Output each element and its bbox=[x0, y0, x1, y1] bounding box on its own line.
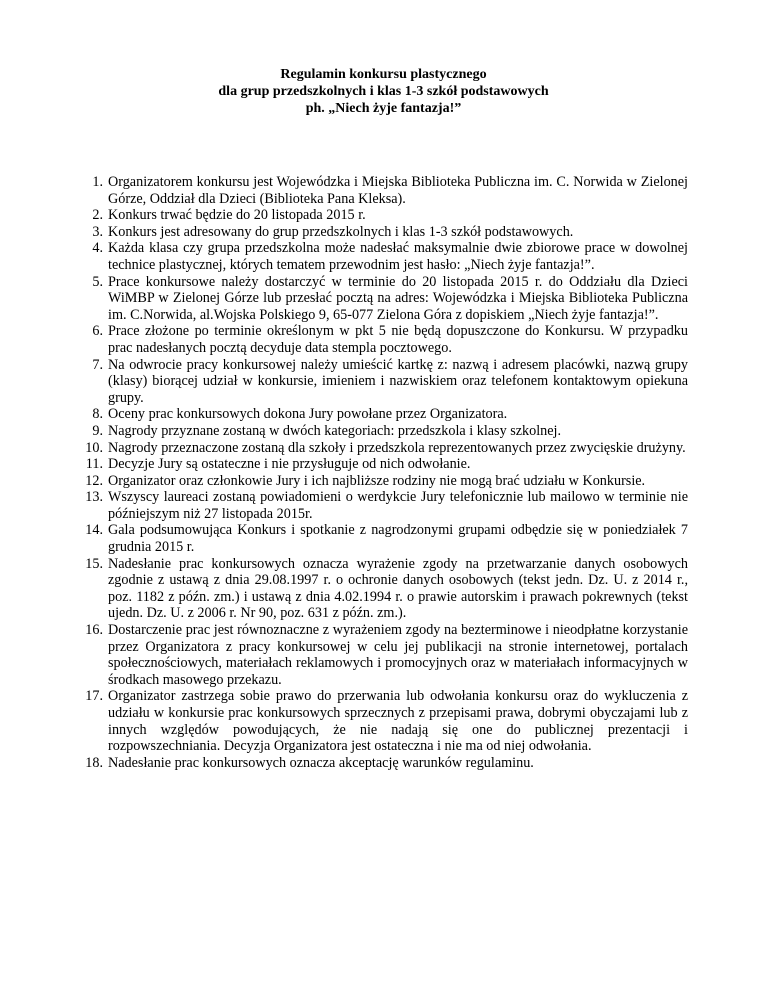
rule-text: Nadesłanie prac konkursowych oznacza wyrażenie zgody na przetwarzanie danych osobowych zgodnie z ustawą z dnia 29.08.1997 r. o ochronie danych osobowych (tekst jedn. Dz. U. z 2014 r., poz. 1182 z późn. zm.) i ustawą z dnia 4.02.1994 r. o prawie autorskim i prawach pokrewnych (tekst ujedn. Dz. U. z 2006 r. Nr 90, poz. 631 z późn. zm.). bbox=[108, 555, 688, 622]
rule-text: Gala podsumowująca Konkurs i spotkanie z nagrodzonymi grupami odbędzie się w poniedziałek 7 grudnia 2015 r. bbox=[108, 522, 688, 556]
rules-list bbox=[85, 174, 688, 771]
rule-item bbox=[85, 755, 688, 772]
title-line-1: Regulamin konkursu plastycznego bbox=[280, 67, 487, 82]
title-line-2: dla grup przedszkolnych i klas 1-3 szkół podstawowych bbox=[218, 84, 549, 99]
rule-item bbox=[85, 323, 688, 356]
rule-number: 16. bbox=[85, 622, 103, 639]
rule-text: Dostarczenie prac jest równoznaczne z wyrażeniem zgody na bezterminowe i nieodpłatne korzystanie przez Organizatora z pracy konkursowej w celu jej publikacji na stronie internetowej, portalach społecznościowych, materiałach reklamowych i promocyjnych oraz w materiałach informacyjnych w środkach masowego przekazu. bbox=[108, 622, 688, 688]
rule-text: Każda klasa czy grupa przedszkolna może nadesłać maksymalnie dwie zbiorowe prace w dowolnej technice plastycznej, których tematem przewodnim jest hasło: „Niech żyje fantazja!”. bbox=[108, 240, 688, 273]
rule-item bbox=[85, 207, 688, 224]
rule-number: 6. bbox=[92, 323, 103, 340]
rule-item bbox=[85, 522, 688, 555]
rule-item bbox=[85, 473, 688, 490]
rule-number: 18. bbox=[85, 754, 103, 771]
rule-number: 3. bbox=[92, 223, 103, 240]
rule-number: 11. bbox=[85, 456, 103, 473]
rule-number: 10. bbox=[85, 439, 103, 456]
rule-item bbox=[85, 406, 688, 423]
rule-number: 13. bbox=[85, 489, 103, 506]
rule-text: Oceny prac konkursowych dokona Jury powołane przez Organizatora. bbox=[108, 406, 508, 423]
rule-number: 9. bbox=[92, 422, 103, 439]
rule-item bbox=[85, 357, 688, 407]
rule-item bbox=[85, 274, 688, 324]
rule-text: Organizatorem konkursu jest Wojewódzka i Miejska Biblioteka Publiczna im. C. Norwida w Zielonej Górze, Oddział dla Dzieci (Biblioteka Pana Kleksa). bbox=[108, 174, 688, 207]
rule-number: 14. bbox=[85, 522, 103, 539]
rule-number: 12. bbox=[85, 472, 103, 489]
rule-number: 2. bbox=[92, 207, 103, 224]
rule-item bbox=[85, 622, 688, 688]
rule-number: 5. bbox=[92, 273, 103, 290]
rule-item bbox=[85, 224, 688, 241]
rule-item bbox=[85, 423, 688, 440]
rule-number: 17. bbox=[85, 688, 103, 705]
rule-item bbox=[85, 440, 688, 457]
rule-text: Konkurs trwać będzie do 20 listopada 2015 r. bbox=[108, 207, 366, 224]
rule-item bbox=[85, 240, 688, 273]
rule-text: Wszyscy laureaci zostaną powiadomieni o werdykcie Jury telefonicznie lub mailowo w terminie nie późniejszym niż 27 listopada 2015r. bbox=[108, 489, 688, 522]
rule-text: Nagrody przyznane zostaną w dwóch kategoriach: przedszkola i klasy szkolnej. bbox=[108, 422, 562, 439]
title-line-3: ph. „Niech żyje fantazja!” bbox=[305, 101, 462, 116]
rule-text: Organizator oraz członkowie Jury i ich najbliższe rodziny nie mogą brać udziału w Konkursie. bbox=[108, 472, 646, 489]
rule-item bbox=[85, 556, 688, 622]
rule-text: Konkurs jest adresowany do grup przedszkolnych i klas 1-3 szkół podstawowych. bbox=[108, 223, 574, 240]
rule-item bbox=[85, 489, 688, 522]
rule-number: 8. bbox=[92, 406, 103, 423]
rule-text: Na odwrocie pracy konkursowej należy umieścić kartkę z: nazwą i adresem placówki, nazwą grupy (klasy) biorącej udział w konkursie, imieniem i nazwiskiem oraz telefonem kontaktowym opiekuna grupy. bbox=[108, 356, 688, 406]
rule-number: 7. bbox=[92, 356, 103, 373]
rule-text: Prace konkursowe należy dostarczyć w terminie do 20 listopada 2015 r. do Oddziału dla Dzieci WiMBP w Zielonej Górze lub przesłać pocztą na adres: Wojewódzka i Miejska Biblioteka Publiczna im. C.Norwida, al.Wojska Polskiego 9, 65-077 Zielona Góra z dopiskiem „Niech żyje fantazja!”. bbox=[108, 273, 688, 323]
rule-item bbox=[85, 456, 688, 473]
rule-item bbox=[85, 174, 688, 207]
rule-text: Nadesłanie prac konkursowych oznacza akceptację warunków regulaminu. bbox=[108, 754, 534, 771]
rule-number: 4. bbox=[92, 240, 103, 257]
rule-text: Prace złożone po terminie określonym w pkt 5 nie będą dopuszczone do Konkursu. W przypadku prac nadesłanych pocztą decyduje data stempla pocztowego. bbox=[108, 323, 688, 356]
rule-number: 15. bbox=[85, 555, 103, 572]
rule-text: Decyzje Jury są ostateczne i nie przysługuje od nich odwołanie. bbox=[108, 456, 471, 473]
document-title bbox=[79, 66, 688, 117]
rule-text: Organizator zastrzega sobie prawo do przerwania lub odwołania konkursu oraz do wykluczenia z udziału w konkursie prac konkursowych sprzecznych z przepisami prawa, dobrymi obyczajami lub z innych względów powodujących, że nie nadają się one do publicznej prezentacji i rozpowszechniania. Decyzja Organizatora jest ostateczna i nie ma od niej odwołania. bbox=[108, 688, 688, 755]
rule-text: Nagrody przeznaczone zostaną dla szkoły i przedszkola reprezentowanych przez zwycięskie drużyny. bbox=[108, 439, 686, 456]
rule-item bbox=[85, 688, 688, 754]
rule-number: 1. bbox=[92, 174, 103, 190]
